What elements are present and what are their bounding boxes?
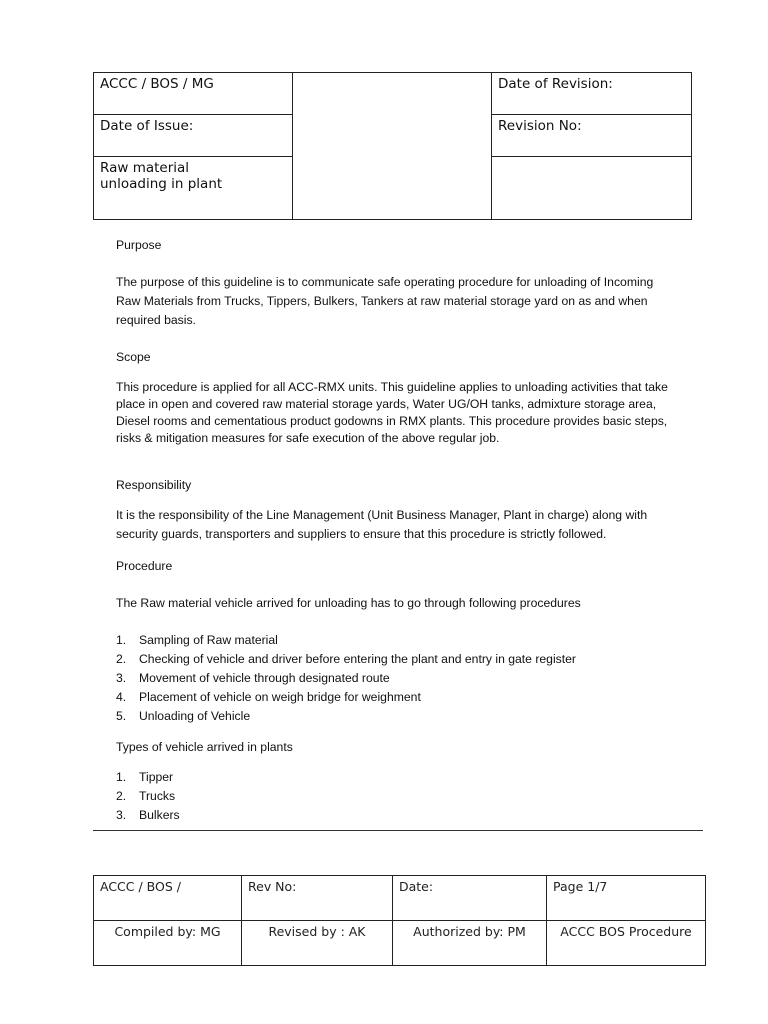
footer-compiled-by: Compiled by: MG — [94, 921, 242, 966]
header-document-title: Raw material unloading in plant — [94, 157, 293, 220]
list-item: 1. Tipper — [116, 770, 174, 784]
list-item: 3. Bulkers — [116, 808, 180, 822]
footer-org-code: ACCC / BOS / — [94, 876, 242, 921]
list-item: 2. Trucks — [116, 789, 176, 803]
procedure-steps-list — [116, 631, 676, 726]
list-item: 4. Placement of vehicle on weigh bridge for weighment — [116, 690, 421, 704]
header-date-of-issue: Date of Issue: — [94, 115, 293, 157]
footer-page-number: Page 1/7 — [547, 876, 706, 921]
footer-document-name: ACCC BOS Procedure — [547, 921, 706, 966]
document-header-table — [93, 72, 692, 220]
header-date-of-revision: Date of Revision: — [492, 73, 692, 115]
header-logo-cell — [293, 73, 492, 220]
footer-authorized-by: Authorized by: PM — [393, 921, 547, 966]
responsibility-text: It is the responsibility of the Line Management (Unit Business Manager, Plant in charge) along with security guards, transporters and suppliers to ensure that this procedure is strictly followed. — [116, 508, 648, 541]
list-item: 5. Unloading of Vehicle — [116, 709, 251, 723]
purpose-text: The purpose of this guideline is to communicate safe operating procedure for unloading of Incoming Raw Materials from Trucks, Tippers, Bulkers, Tankers at raw material storage yard on as and when required basis. — [116, 275, 654, 327]
list-item: 2. Checking of vehicle and driver before entering the plant and entry in gate register — [116, 652, 576, 666]
procedure-heading: Procedure — [116, 559, 173, 573]
footer-date: Date: — [393, 876, 547, 921]
footer-revised-by: Revised by : AK — [242, 921, 393, 966]
scope-heading: Scope — [116, 350, 151, 364]
purpose-heading: Purpose — [116, 238, 162, 252]
header-org-code: ACCC / BOS / MG — [94, 73, 293, 115]
header-empty-cell — [492, 157, 692, 220]
footer-rev-no: Rev No: — [242, 876, 393, 921]
footer-divider — [93, 830, 703, 831]
responsibility-heading: Responsibility — [116, 478, 192, 492]
vehicle-types-list — [116, 768, 676, 825]
document-footer-table — [93, 875, 706, 966]
list-item: 3. Movement of vehicle through designated route — [116, 671, 390, 685]
header-revision-no: Revision No: — [492, 115, 692, 157]
list-item: 1. Sampling of Raw material — [116, 633, 278, 647]
procedure-intro: The Raw material vehicle arrived for unloading has to go through following procedures — [116, 596, 581, 610]
vehicle-types-intro: Types of vehicle arrived in plants — [116, 740, 293, 754]
scope-text: This procedure is applied for all ACC-RMX units. This guideline applies to unloading activities that take place in open and covered raw material storage yards, Water UG/OH tanks, admixture storage area, Diesel rooms and cementatious product godowns in RMX plants. This procedure provides basic steps, risks & mitigation measures for safe execution of the above regular job. — [116, 380, 668, 445]
